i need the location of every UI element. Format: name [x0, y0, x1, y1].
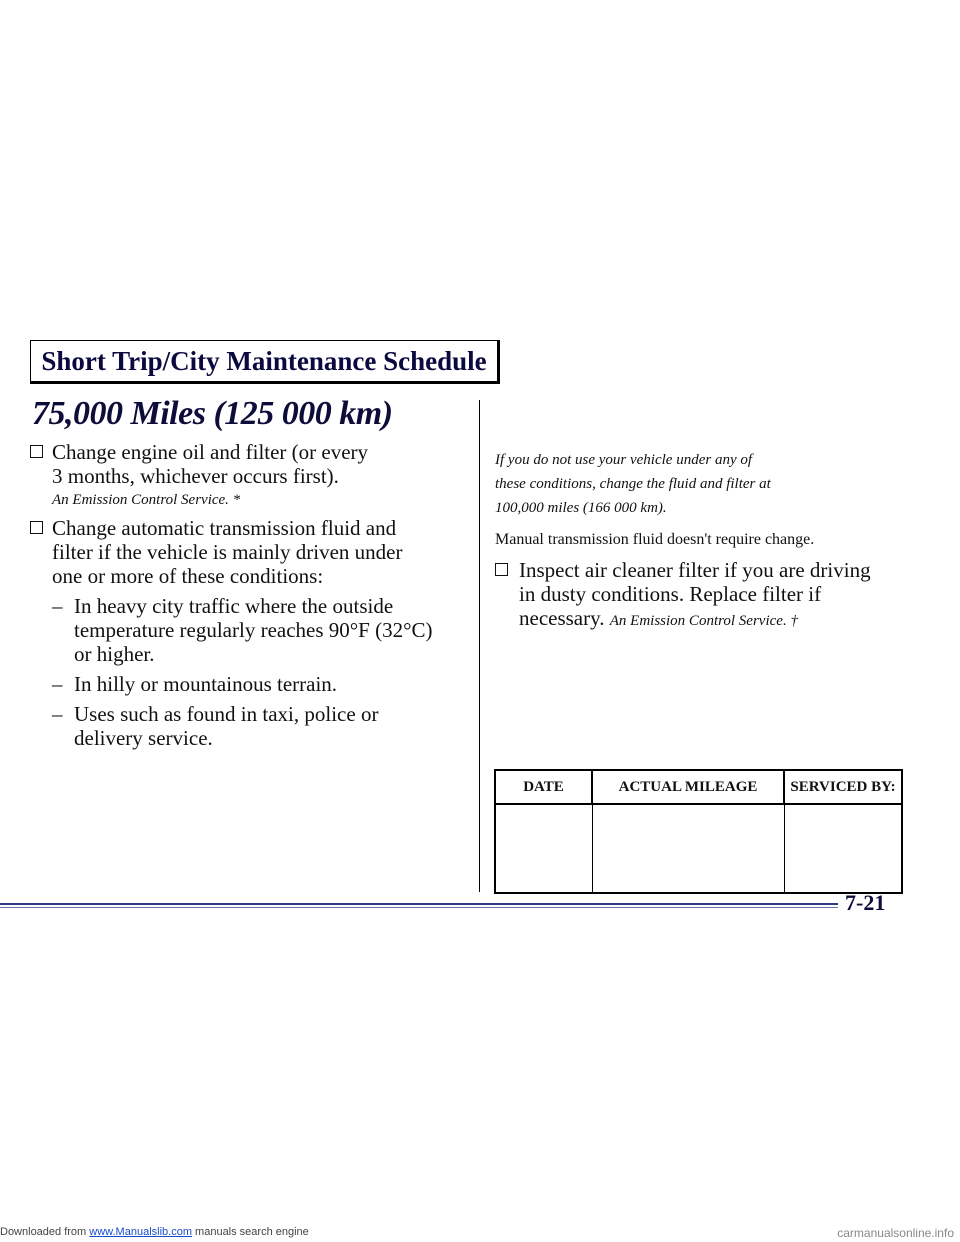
- item-text-line: filter if the vehicle is mainly driven under: [52, 540, 403, 564]
- checkbox-icon[interactable]: [30, 445, 43, 458]
- item-text: necessary.: [519, 606, 605, 630]
- conditions-list: [30, 594, 450, 750]
- footer-prefix: Downloaded from: [0, 1226, 87, 1238]
- table-cell[interactable]: [495, 804, 592, 893]
- brand-watermark: carmanualsonline.info: [837, 1226, 954, 1240]
- column-header-mileage: ACTUAL MILEAGE: [592, 770, 784, 804]
- checklist-item-transmission: [30, 516, 450, 588]
- manualslib-link[interactable]: www.Manualslib.com: [89, 1226, 192, 1238]
- footer-suffix: manuals search engine: [195, 1226, 309, 1238]
- condition-item: – Uses such as found in taxi, police or delivery service.: [30, 702, 450, 750]
- page-number: 7-21: [845, 890, 886, 915]
- column-header-serviced-by: SERVICED BY:: [784, 770, 902, 804]
- checklist-item-oil: [30, 440, 450, 509]
- column-divider: [479, 400, 480, 892]
- service-record-table: [494, 769, 903, 894]
- checklist-item-air-cleaner: [495, 558, 915, 633]
- page-bottom-rule: [0, 903, 838, 908]
- item-text-line: one or more of these conditions:: [52, 564, 324, 588]
- manual-transmission-note: Manual transmission fluid doesn't require change.: [495, 531, 815, 548]
- schedule-header: Short Trip/City Maintenance Schedule: [30, 340, 500, 384]
- table-cell[interactable]: [784, 804, 902, 893]
- condition-item: – In heavy city traffic where the outside temperature regularly reaches 90°F (32°C) or higher.: [30, 594, 450, 666]
- item-text-line: in dusty conditions. Replace filter if: [519, 582, 822, 606]
- item-text-line: [519, 606, 915, 633]
- checkbox-icon[interactable]: [30, 521, 43, 534]
- checkbox-icon[interactable]: [495, 563, 508, 576]
- right-column: [495, 448, 915, 633]
- emission-note: An Emission Control Service. †: [609, 613, 798, 629]
- condition-item: – In hilly or mountainous terrain.: [30, 672, 450, 696]
- section-title: 75,000 Miles (125 000 km): [32, 395, 393, 432]
- item-text-line: Change automatic transmission fluid and: [52, 516, 397, 540]
- column-header-date: DATE: [495, 770, 592, 804]
- left-column: [30, 440, 450, 756]
- item-text-line: Inspect air cleaner filter if you are driving: [519, 558, 871, 582]
- download-footer: [0, 1226, 960, 1242]
- emission-note: An Emission Control Service. *: [52, 492, 241, 508]
- italic-note-line: these conditions, change the fluid and filter at: [495, 476, 771, 492]
- table-cell[interactable]: [592, 804, 784, 893]
- italic-note-line: 100,000 miles (166 000 km).: [495, 500, 667, 516]
- item-text-line: Change engine oil and filter (or every: [52, 440, 369, 464]
- item-text-line: 3 months, whichever occurs first).: [52, 464, 339, 488]
- italic-note-line: If you do not use your vehicle under any of: [495, 452, 753, 468]
